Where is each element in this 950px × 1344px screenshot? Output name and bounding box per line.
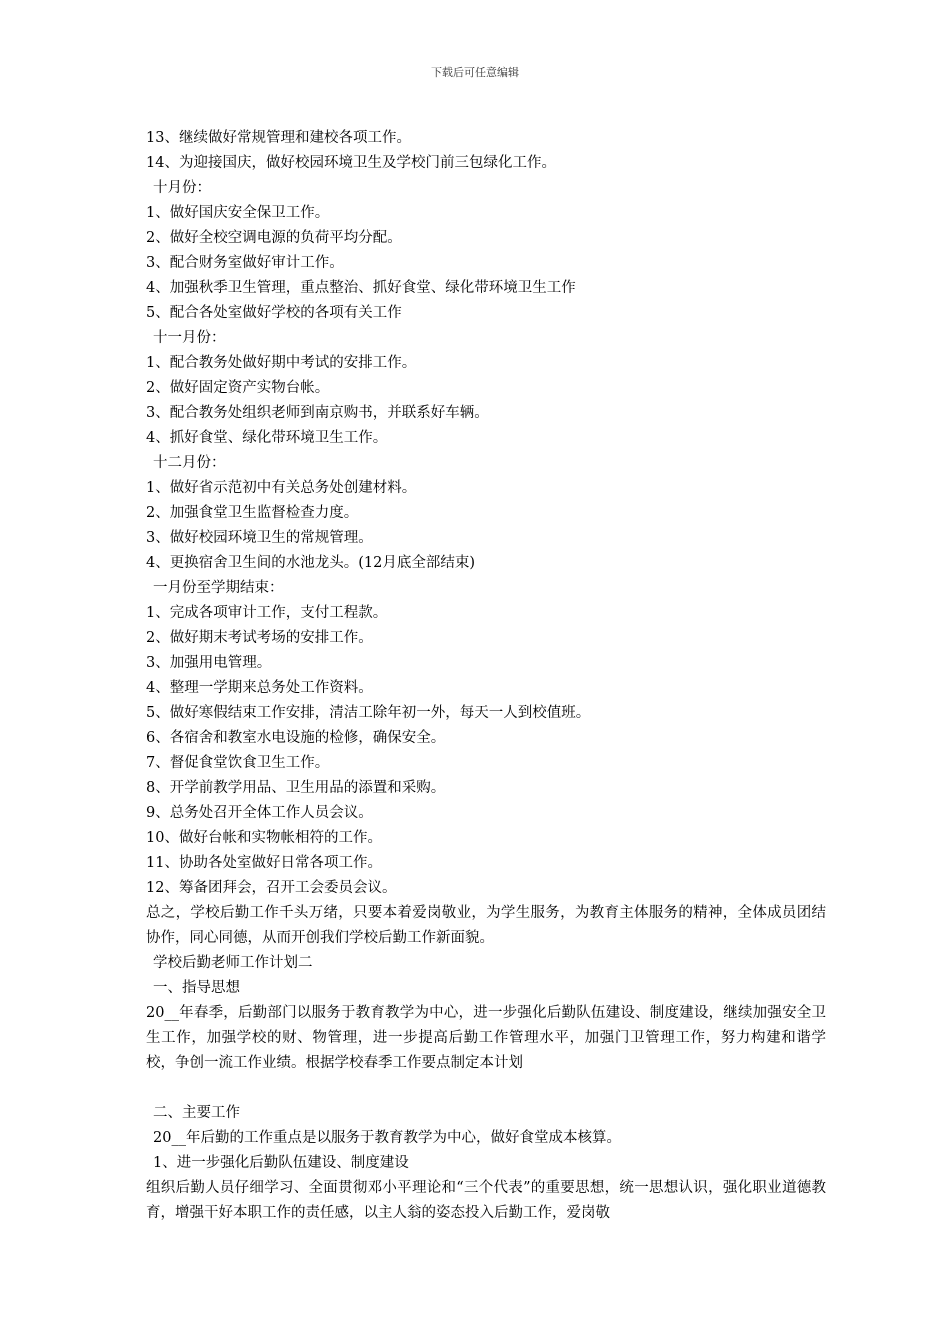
list-item: 3、加强用电管理。	[146, 655, 272, 671]
list-item: 2、加强食堂卫生监督检查力度。	[146, 505, 359, 521]
summary-paragraph: 总之，学校后勤工作千头万绪，只要本着爱岗敬业，为学生服务，为教育主体服务的精神，全体成员团结协作，同心同德，从而开创我们学校后勤工作新面貌。	[146, 905, 826, 946]
list-item: 4、整理一学期来总务处工作资料。	[146, 680, 373, 696]
list-item: 1、做好国庆安全保卫工作。	[146, 205, 330, 221]
text-line: 14、为迎接国庆，做好校园环境卫生及学校门前三包绿化工作。	[146, 155, 556, 171]
list-item: 12、筹备团拜会，召开工会委员会议。	[146, 880, 397, 896]
section-heading: 十二月份：	[153, 455, 226, 471]
list-item: 6、各宿舍和教室水电设施的检修，确保安全。	[146, 730, 446, 746]
list-item: 4、加强秋季卫生管理，重点整治、抓好食堂、绿化带环境卫生工作	[146, 280, 576, 296]
subsection-heading: 1、进一步强化后勤队伍建设、制度建设	[153, 1155, 409, 1171]
list-item: 7、督促食堂饮食卫生工作。	[146, 755, 330, 771]
list-item: 4、更换宿舍卫生间的水池龙头。(12月底全部结束)	[146, 555, 475, 571]
list-item: 3、做好校园环境卫生的常规管理。	[146, 530, 373, 546]
list-item: 3、配合教务处组织老师到南京购书，并联系好车辆。	[146, 405, 489, 421]
list-item: 2、做好固定资产实物台帐。	[146, 380, 330, 396]
list-item: 9、总务处召开全体工作人员会议。	[146, 805, 373, 821]
section-heading: 一、指导思想	[153, 980, 240, 996]
list-item: 2、做好期末考试考场的安排工作。	[146, 630, 373, 646]
blank-line	[146, 1076, 826, 1101]
list-item: 5、配合各处室做好学校的各项有关工作	[146, 305, 402, 321]
text-line: 20__年后勤的工作重点是以服务于教育教学为中心，做好食堂成本核算。	[153, 1130, 621, 1146]
list-item: 1、做好省示范初中有关总务处创建材料。	[146, 480, 417, 496]
body-paragraph: 组织后勤人员仔细学习、全面贯彻邓小平理论和“三个代表”的重要思想，统一思想认识，强化职业道德教育，增强干好本职工作的责任感，以主人翁的姿态投入后勤工作，爱岗敬	[146, 1180, 826, 1221]
list-item: 4、抓好食堂、绿化带环境卫生工作。	[146, 430, 388, 446]
body-paragraph: 20__年春季，后勤部门以服务于教育教学为中心，进一步强化后勤队伍建设、制度建设，继续加强安全卫生工作，加强学校的财、物管理，进一步提高后勤工作管理水平，加强门卫管理工作，努力构建和谐学校，争创一流工作业绩。根据学校春季工作要点制定本计划	[146, 1005, 826, 1071]
section-heading: 二、主要工作	[153, 1105, 240, 1121]
list-item: 3、配合财务室做好审计工作。	[146, 255, 344, 271]
list-item: 2、做好全校空调电源的负荷平均分配。	[146, 230, 402, 246]
section-heading: 十一月份：	[153, 330, 226, 346]
list-item: 11、协助各处室做好日常各项工作。	[146, 855, 382, 871]
section-heading: 一月份至学期结束：	[153, 580, 284, 596]
document-subtitle: 学校后勤老师工作计划二	[153, 955, 313, 971]
list-item: 1、配合教务处做好期中考试的安排工作。	[146, 355, 417, 371]
text-line: 13、继续做好常规管理和建校各项工作。	[146, 130, 411, 146]
list-item: 5、做好寒假结束工作安排，清洁工除年初一外，每天一人到校值班。	[146, 705, 591, 721]
page-header: 下载后可任意编辑	[431, 66, 519, 79]
document-body	[146, 126, 826, 1226]
section-heading: 十月份：	[153, 180, 211, 196]
list-item: 1、完成各项审计工作，支付工程款。	[146, 605, 388, 621]
list-item: 10、做好台帐和实物帐相符的工作。	[146, 830, 382, 846]
list-item: 8、开学前教学用品、卫生用品的添置和采购。	[146, 780, 446, 796]
